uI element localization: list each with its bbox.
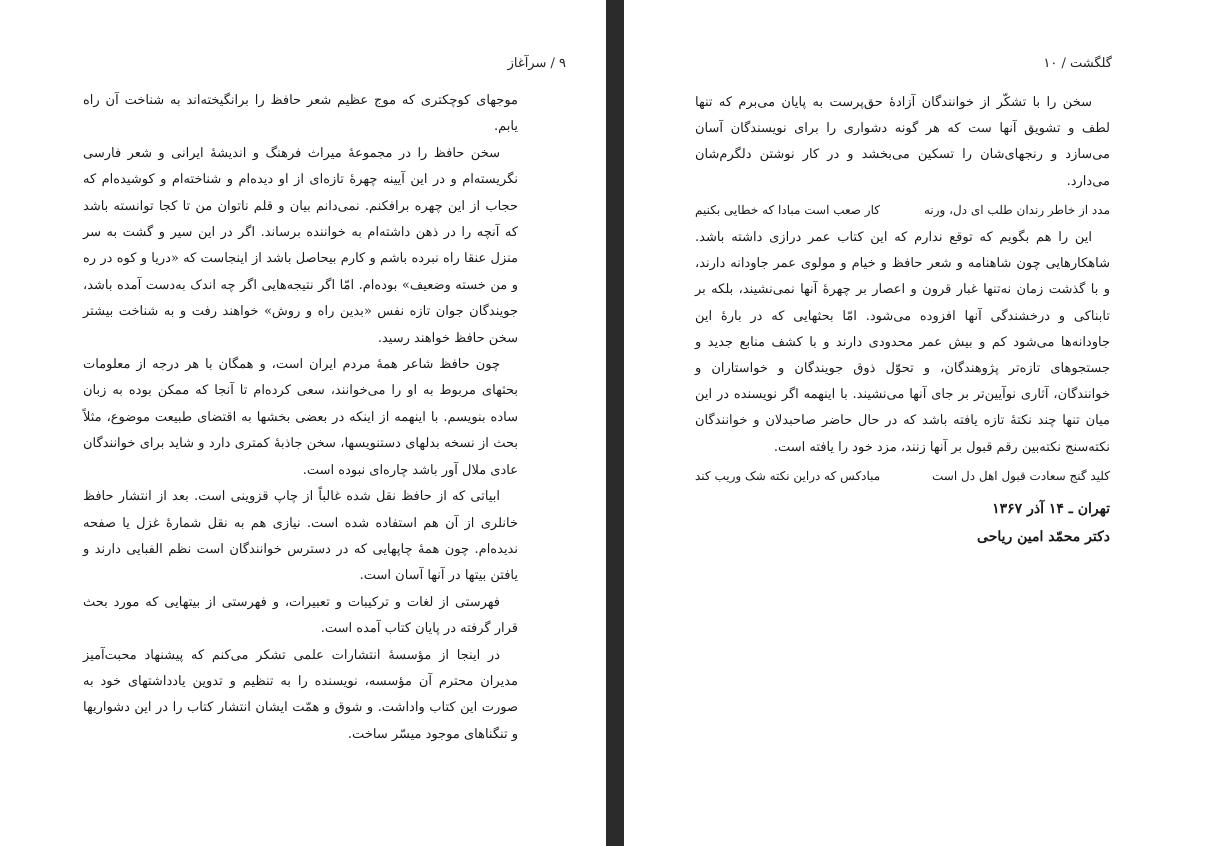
signature-date: تهران ـ ۱۴ آذر ۱۳۶۷ xyxy=(992,501,1110,518)
hemistich: کار صعب است مبادا که خطایی بکنیم xyxy=(695,202,880,217)
verse xyxy=(695,197,1110,223)
page-header: گلگشت / ۱۰ xyxy=(1043,56,1112,71)
signature-name: دکتر محمّد امین ریاحی xyxy=(977,529,1110,546)
paragraph: موجهای کوچکتری که موج عظیم شعر حافظ را برانگیخته‌اند به شناخت آن راه یابم. xyxy=(83,93,518,135)
right-page xyxy=(624,0,1232,846)
paragraph: در اینجا از مؤسسهٔ انتشارات علمی تشکر می‌کنم که پیشنهاد محبت‌آمیز مدیران محترم آن مؤسسه، نویسنده را به تنظیم و تدوین یادداشتهای خود به صورت این کتاب واداشت. و شوق و همّت ایشان انتشار کتاب را در این دشواریها و تنگناهای موجود میسّر ساخت. xyxy=(83,647,518,742)
paragraph: فهرستی از لغات و ترکیبات و تعبیرات، و فهرستی از بیتهایی که مورد بحث قرار گرفته در پایان کتاب آمده است. xyxy=(83,594,518,637)
verse xyxy=(695,463,1110,489)
hemistich: کلید گنج سعادت قبول اهل دل است xyxy=(932,468,1110,483)
page-header: ۹ / سرآغاز xyxy=(507,56,566,71)
hemistich: مبادکس که دراین نکته شک وریب کند xyxy=(695,468,881,483)
paragraph: ابیاتی که از حافظ نقل شده غالباً از چاپ قزوینی است. بعد از انتشار حافظ خانلری از آن هم استفاده شده است. نیازی هم به نقل شمارهٔ غزل یا صفحه ندیده‌ام. چون همهٔ چاپهایی که در دسترس خوانندگان است نظم الفبایی دارند و یافتن بیتها در آنها آسان است. xyxy=(83,489,518,584)
page-body xyxy=(695,90,1110,551)
paragraph: چون حافظ شاعر همهٔ مردم ایران است، و همگان با هر درجه از معلومات بحثهای مربوط به او را می‌خوانند، سعی کرده‌ام تا آنجا که ممکن بوده به زبان ساده بنویسم. با اینهمه از اینکه در بعضی بخشها به اقتضای طبیعت موضوع، مثلاً بحث از نسخه بدلهای دستنویسها، سخن جاذبهٔ کمتری دارد و شاید برای خوانندگان عادی ملال آور باشد چاره‌ای نبوده است. xyxy=(83,357,518,478)
hemistich: مدد از خاطر رندان طلب ای دل، ورنه xyxy=(923,202,1110,217)
paragraph: سخن حافظ را در مجموعهٔ میراث فرهنگ و اندیشهٔ ایرانی و شعر فارسی نگریسته‌ام و در این آیینه چهرهٔ تازه‌ای از او دیده‌ام و شناخته‌ام و کوشیده‌ام که حجاب از این چهره برافکنم. نمی‌دانم بیان و قلم ناتوان من تا کجا توانسته باشد که آنچه را در ذهن داشته‌ام به خواننده برساند. اگر در این سیر و گشت به سر منزل عنقا راه نبرده باشم و کارم بیحاصل باشد از اینجاست که «دریا و کوه در ره و من خسته وضعیف» بوده‌ام. امّا اگر نتیجه‌هایی اگر چه اندک به‌دست آمده باشد، جویندگان جوان تازه نفس «بدین راه و روش» خواهند رفت و به شناخت بیشتر سخن حافظ خواهند رسید. xyxy=(83,145,518,346)
paragraph: این را هم بگویم که توقع ندارم که این کتاب عمر درازی داشته باشد. شاهکارهایی چون شاهنامه و شعر حافظ و خیام و مولوی عمر جاودانه دارند، و با گذشت زمان نه‌تنها غبار قرون و اعصار بر چهرهٔ آنها نمی‌نشیند، بلکه بر تابناکی و درخشندگی آنها افزوده می‌شود. امّا بحثهایی که در بارهٔ این جاودانه‌ها می‌شود کم و بیش عمر محدودی دارند و با کشف منابع جدید و جستجوهای تازه‌تر پژوهندگان، و تحوّل ذوق جویندگان و خواستاران و خوانندگان، آثاری نوآیین‌تر بر جای آنها می‌نشیند. با اینهمه اگر نویسنده در این میان تنها چند نکتهٔ تازه یافته باشد که در حال حاضر صاحبدلان و خوانندگان نکته‌سنج نکته‌بین رقم قبول بر آنها زنند، مزد خود را یافته است. xyxy=(695,230,1110,455)
page-body xyxy=(83,88,518,748)
paragraph: سخن را با تشکّر از خوانندگان آزادهٔ حق‌پرست به پایان می‌برم که تنها لطف و تشویق آنها ست که هر گونه دشواری را برای نویسندگان آسان می‌سازد و رنجهای‌شان را تسکین می‌بخشد و در کار نوشتن دلگرم‌شان می‌دارد. xyxy=(695,95,1110,189)
book-gutter xyxy=(606,0,624,846)
left-page xyxy=(0,0,606,846)
